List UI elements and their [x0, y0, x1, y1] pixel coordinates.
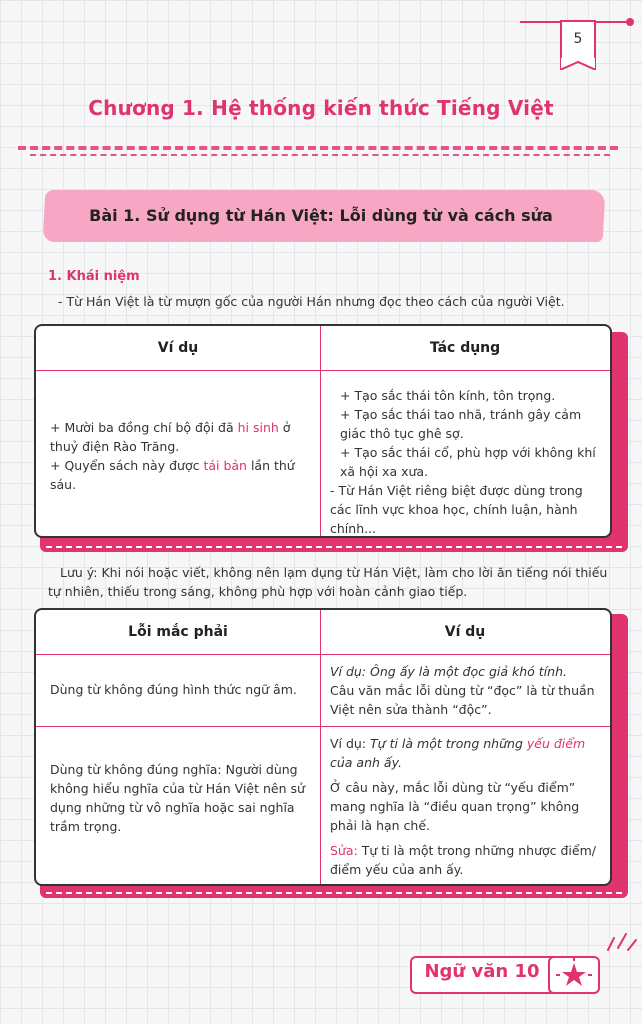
error-example-2: [330, 734, 600, 879]
star-badge: [548, 956, 600, 994]
star-icon: [550, 958, 598, 992]
table2-header-error: Lỗi mắc phải: [128, 624, 228, 640]
table2-column-divider: [320, 610, 321, 884]
table1-header-example: Ví dụ: [157, 340, 199, 356]
error-example-1-sentence: Ví dụ: Ông ấy là một đọc giả khó tính.: [330, 664, 567, 679]
table1-example-cell: [50, 418, 312, 494]
book-title: Ngữ văn 10: [424, 961, 540, 982]
definition-text: - Từ Hán Việt là từ mượn gốc của người Hán nhưng đọc theo cách của người Việt.: [58, 294, 565, 309]
sparkle-decoration-icon: [600, 928, 640, 958]
error-example-2-sentence: Ví dụ: Tự ti là một trong những yếu điểm của anh ấy.: [330, 736, 586, 770]
effect-item: + Tạo sắc thái tôn kính, tôn trọng.: [340, 388, 556, 403]
table2-row-divider: [36, 726, 610, 727]
table1-header-divider: [36, 370, 610, 371]
table1-effect-cell: [330, 386, 602, 538]
table2-header-divider: [36, 654, 610, 655]
table1-header-effect: Tác dụng: [429, 340, 501, 356]
chapter-divider-top: [18, 146, 618, 150]
usage-note: Lưu ý: Khi nói hoặc viết, không nên lạm dụng từ Hán Việt, làm cho lời ăn tiếng nói thiếu tự nhiên, thiếu trong sáng, không phù hợp với hoàn cảnh giao tiếp.: [48, 565, 608, 599]
errors-table: [34, 608, 612, 886]
error-example-1: [330, 662, 600, 719]
lesson-title: Bài 1. Sử dụng từ Hán Việt: Lỗi dùng từ và cách sửa: [89, 206, 553, 225]
effect-item: + Tạo sắc thái cổ, phù hợp với không khí xã hội xa xưa.: [340, 445, 596, 479]
error-example-2-explain: Ở câu này, mắc lỗi dùng từ “yếu điểm” mang nghĩa là “điều quan trọng” không phải là hạn chế.: [330, 780, 580, 833]
effect-item: - Từ Hán Việt riêng biệt được dùng trong các lĩnh vực khoa học, chính luận, hành chính...: [330, 483, 583, 536]
example-sentence-1: + Mười ba đồng chí bộ đội đã hi sinh ở thuỷ điện Rào Trăng.: [50, 420, 291, 454]
chapter-divider-bottom: [30, 154, 610, 156]
page-number: 5: [573, 31, 583, 47]
bookmark-tail-icon: [560, 58, 596, 70]
table1-column-divider: [320, 326, 321, 536]
error-example-1-explain: Câu văn mắc lỗi dùng từ “đọc” là từ thuần Việt nên sửa thành “độc”.: [330, 683, 595, 717]
table2-header-example: Ví dụ: [444, 624, 486, 640]
error-type-1: Dùng từ không đúng hình thức ngữ âm.: [50, 682, 297, 697]
section-heading: 1. Khái niệm: [48, 269, 140, 284]
example-sentence-2: + Quyển sách này được tái bản lần thứ sáu.: [50, 458, 295, 492]
effect-item: + Tạo sắc thái tao nhã, tránh gây cảm giác thô tục ghê sợ.: [340, 407, 582, 441]
page-number-tag: [560, 20, 596, 60]
error-type-2: Dùng từ không đúng nghĩa: Người dùng không hiểu nghĩa của từ Hán Việt nên sử dụng những từ vô nghĩa hoặc sai nghĩa trầm trọng.: [50, 762, 305, 834]
error-example-2-fix: Sửa: Tự ti là một trong những nhược điểm/điểm yếu của anh ấy.: [330, 843, 596, 877]
chapter-title: Chương 1. Hệ thống kiến thức Tiếng Việt: [88, 96, 554, 120]
usage-table: [34, 324, 612, 538]
